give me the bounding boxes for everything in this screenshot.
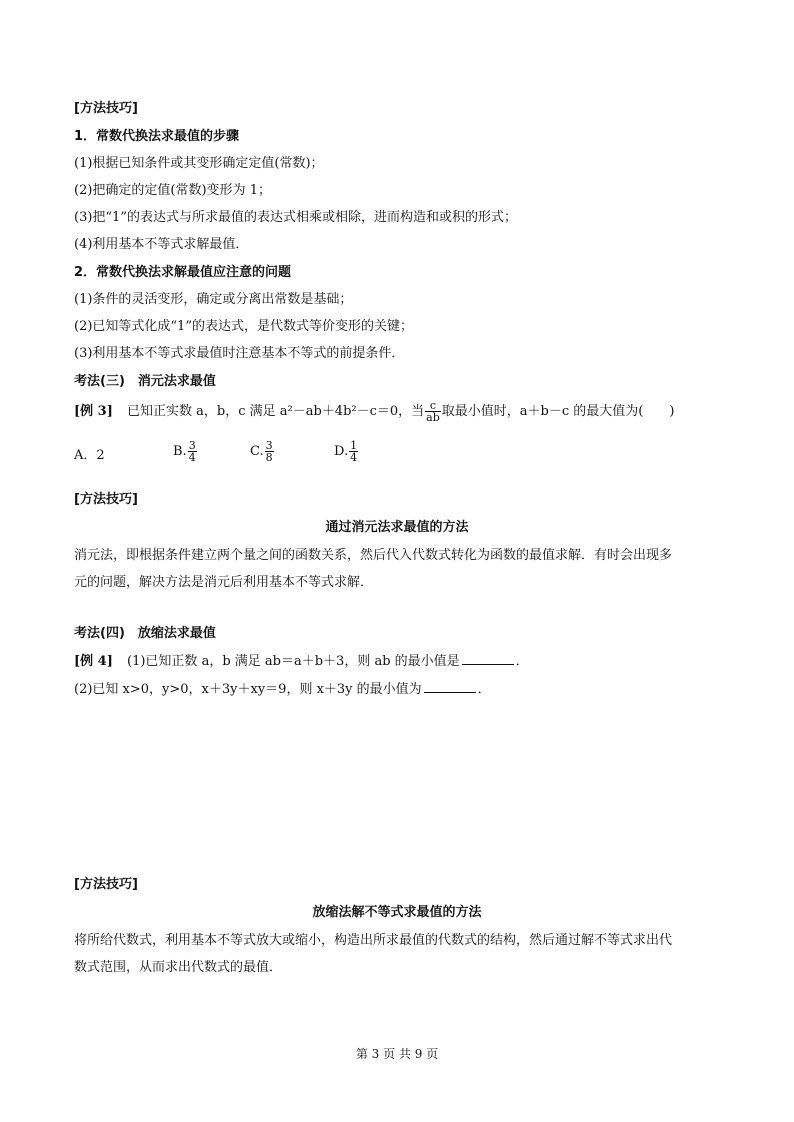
fraction-numerator: c [429,399,437,412]
example-3-question [74,400,674,423]
example-3-text-a: 已知正实数 a，b，c 满足 a²－ab＋4b²－c＝0，当 [127,404,425,419]
step-3: (3)把“1”的表达式与所求最值的表达式相乘或相除，进而构造和或积的形式； [74,210,517,225]
example-4-question-2 [74,678,491,697]
option-c-num: 3 [265,439,273,452]
example-3-tag: [例 3] [74,404,113,419]
option-b-den: 4 [188,451,196,464]
option-d-den: 4 [350,451,358,464]
method-tips-heading-4: [方法技巧] [74,877,138,892]
note-2: (2)已知等式化成“1”的表达式，是代数式等价变形的关键； [74,319,413,334]
example-4-q2-text: (2)已知 x>0，y>0，x＋3y＋xy＝9，则 x＋3y 的最小值为 [74,682,422,697]
method-3-title: 考法(三) 消元法求最值 [74,374,216,389]
elimination-method-title: 通过消元法求最值的方法 [325,520,469,535]
option-c [250,440,275,463]
section-heading-substitution-steps: 1．常数代换法求最值的步骤 [74,129,240,144]
step-4: (4)利用基本不等式求解最值． [74,237,249,252]
answer-blank-1[interactable] [462,652,514,665]
step-1: (1)根据已知条件或其变形确定定值(常数)； [74,156,324,171]
option-a: A．2 [74,448,105,463]
page-footer: 第 3 页 共 9 页 [355,1047,439,1061]
fraction-denominator: ab [426,411,440,424]
note-1: (1)条件的灵活变形，确定或分离出常数是基础； [74,292,353,307]
example-4-q2-end: ． [477,682,491,697]
example-4-q1-text: (1)已知正数 a，b 满足 ab＝a＋b＋3，则 ab 的最小值是 [127,654,460,669]
option-c-den: 8 [265,451,273,464]
option-c-label: C. [250,444,264,459]
example-4-question-1 [74,650,529,669]
scaling-method-title: 放缩法解不等式求最值的方法 [312,905,482,920]
option-b [173,440,198,463]
scaling-body-line-2: 数式范围，从而求出代数式的最值． [74,960,283,975]
method-tips-heading-1: [方法技巧] [74,101,138,116]
example-4-q1-end: ． [515,654,529,669]
elimination-body-line-2: 元的问题，解决方法是消元后利用基本不等式求解． [74,575,374,590]
elimination-body-line-1: 消元法，即根据条件建立两个量之间的函数关系，然后代入代数式转化为函数的最值求解．有时会出现多 [74,548,673,563]
example-4-tag: [例 4] [74,654,113,669]
option-d-fraction [349,440,358,463]
method-tips-heading-3: [方法技巧] [74,492,138,507]
scaling-body-line-1: 将所给代数式，利用基本不等式放大或缩小，构造出所求最值的代数式的结构，然后通过解不等式求出代 [74,933,673,948]
step-2: (2)把确定的定值(常数)变形为 1； [74,183,271,198]
option-c-fraction [265,440,274,463]
option-b-num: 3 [188,439,196,452]
example-3-text-b: 取最小值时，a＋b－c 的最大值为( ) [441,404,675,419]
option-d-label: D. [334,444,349,459]
answer-blank-2[interactable] [424,680,476,693]
note-3: (3)利用基本不等式求最值时注意基本不等式的前提条件． [74,346,405,361]
option-d-num: 1 [350,439,358,452]
fraction-c-over-ab [425,400,441,423]
section-heading-substitution-notes: 2．常数代换法求解最值应注意的问题 [74,265,292,280]
option-d [334,440,359,463]
method-4-title: 考法(四) 放缩法求最值 [74,626,216,641]
option-b-label: B. [173,444,187,459]
option-b-fraction [188,440,197,463]
